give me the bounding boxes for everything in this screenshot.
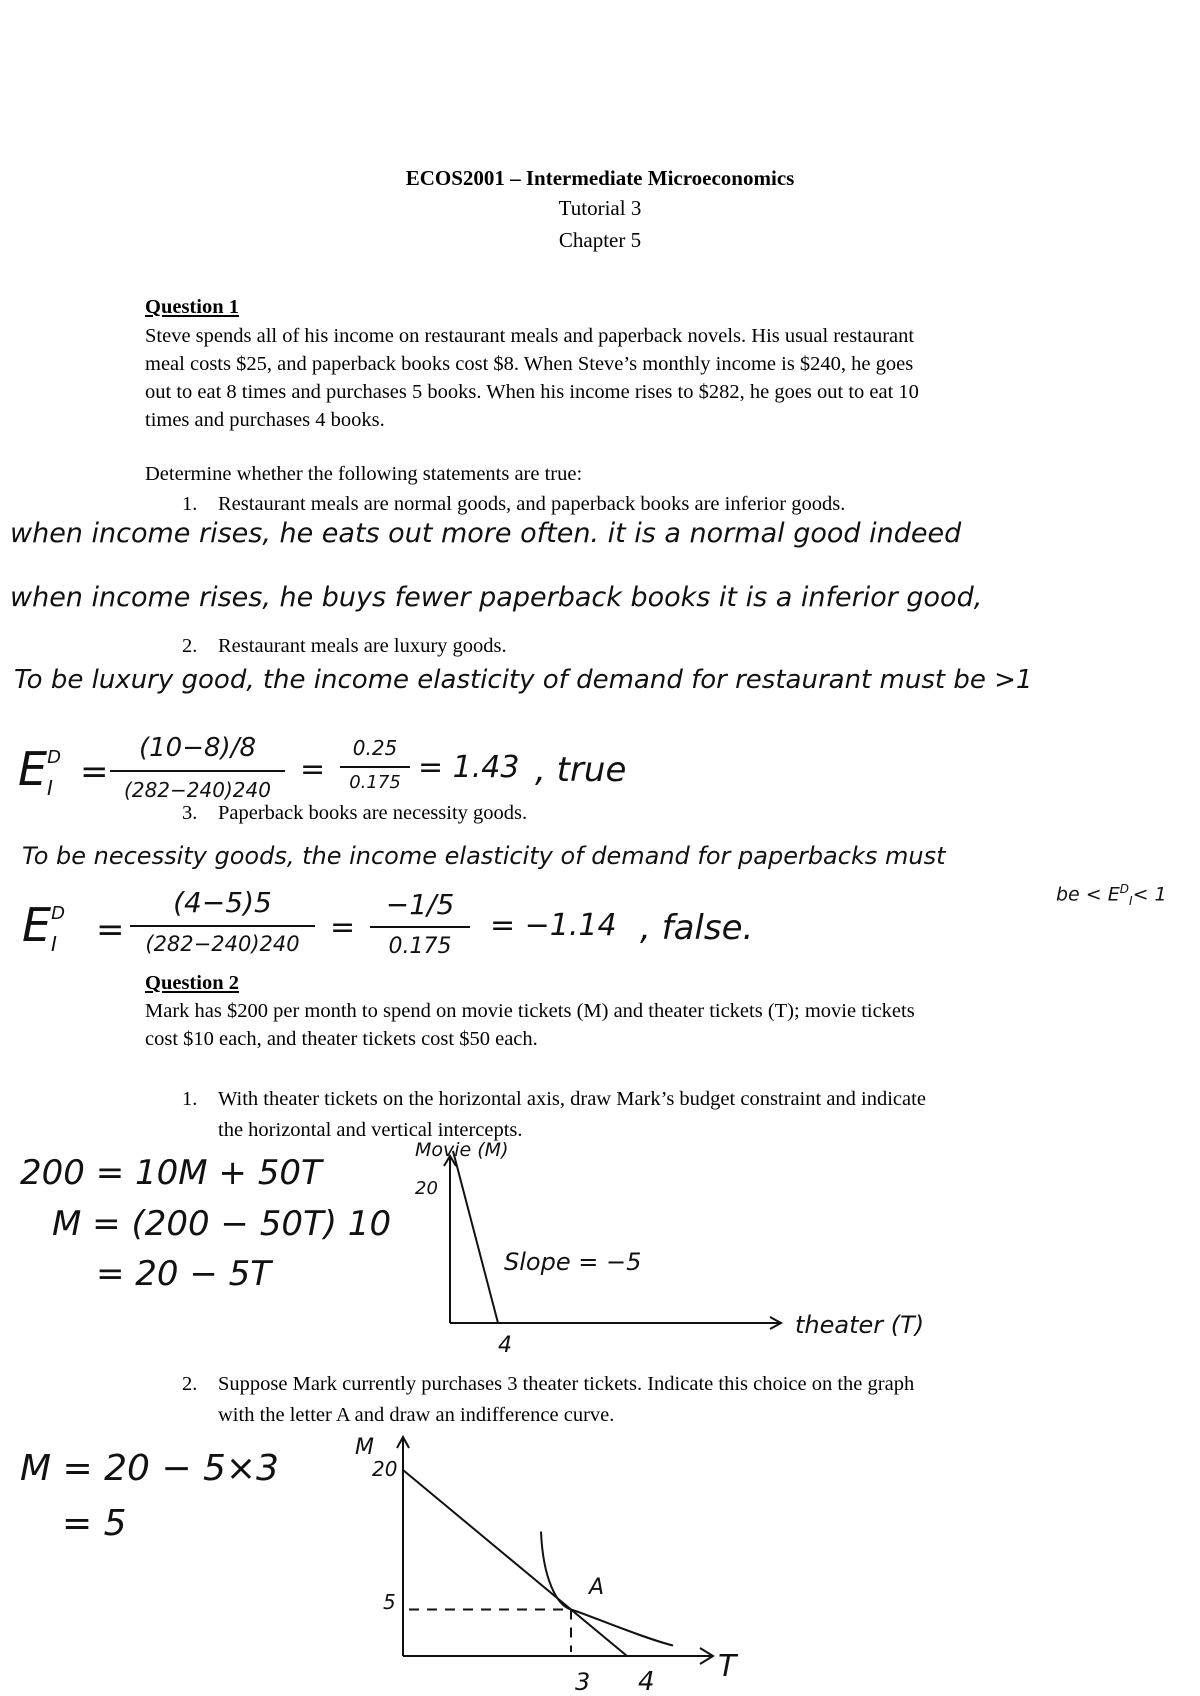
elasticity-symbol: $E^D_I$ [18, 742, 61, 801]
answer-1-line-1: when income rises, he eats out more often. it is a normal good indeed [10, 518, 962, 549]
question-2-heading: Question 2 [145, 972, 239, 994]
answer-verdict: , true [535, 750, 627, 790]
equals-sign: = [330, 910, 356, 945]
question-1-heading: Question 1 [145, 296, 239, 318]
item-number: 2. [182, 1373, 198, 1395]
fraction-denominator: 0.175 [349, 772, 401, 793]
indifference-curve [541, 1532, 673, 1646]
item-number: 1. [182, 493, 198, 515]
graph2-y-tick: 20 [372, 1457, 398, 1481]
choice-equation: = 5 [62, 1503, 127, 1544]
budget-equation: = 20 − 5T [96, 1254, 272, 1294]
answer-verdict: , false. [640, 908, 754, 948]
equals-sign: = [96, 910, 125, 950]
item-text: Suppose Mark currently purchases 3 theater tickets. Indicate this choice on the graph [218, 1373, 915, 1395]
elasticity-result: = 1.43 [418, 750, 520, 785]
graph1-slope-label: Slope = −5 [504, 1248, 642, 1276]
graph2-y-axis-label: M [355, 1435, 374, 1460]
q1-intro-line: times and purchases 4 books. [145, 409, 385, 431]
budget-equation: M = (200 − 50T) 10 [52, 1204, 392, 1244]
q1-determine: Determine whether the following statements are true: [145, 463, 583, 485]
item-text: Paperback books are necessity goods. [218, 802, 528, 824]
item-number: 2. [182, 635, 198, 657]
budget-line [403, 1470, 627, 1656]
answer-3-line: To be necessity goods, the income elasticity of demand for paperbacks must [22, 842, 946, 870]
fraction-numerator: (4−5)5 [173, 886, 272, 919]
graph1-x-axis-label: theater (T) [795, 1311, 925, 1339]
q1-intro-line: meal costs $25, and paperback books cost $8. When Steve’s monthly income is $240, he goes [145, 353, 914, 375]
answer-1-line-2: when income rises, he buys fewer paperback books it is a inferior good, [10, 582, 983, 613]
graph2-y-tick: 5 [383, 1590, 396, 1614]
graph1-y-axis-label: Movie (M) [415, 1139, 509, 1161]
elasticity-symbol: $E^D_I$ [22, 898, 65, 957]
item-number: 3. [182, 802, 198, 824]
item-number: 1. [182, 1088, 198, 1110]
graph2-x-tick: 3 [575, 1668, 591, 1696]
q2-item-1-cont: the horizontal and vertical intercepts. [218, 1119, 523, 1141]
elasticity-result: = −1.14 [490, 908, 617, 943]
q1-intro-line: out to eat 8 times and purchases 5 books. When his income rises to $282, he goes out to eat 10 [145, 381, 919, 403]
fraction-numerator: (10−8)/8 [139, 733, 256, 763]
fraction-denominator: 0.175 [388, 934, 452, 959]
necessity-condition: be < $E^D_I< 1$ [1056, 882, 1167, 909]
graph2-x-tick: 4 [638, 1667, 655, 1696]
q2-intro-line: cost $10 each, and theater tickets cost $50 each. [145, 1028, 538, 1050]
budget-equation: 200 = 10M + 50T [20, 1153, 322, 1193]
fraction-numerator: 0.25 [352, 736, 398, 760]
equals-sign: = [80, 752, 109, 792]
equals-sign: = [300, 752, 326, 787]
q1-intro-line: Steve spends all of his income on restaurant meals and paperback novels. His usual restaurant [145, 325, 915, 347]
answer-2-line: To be luxury good, the income elasticity of demand for restaurant must be >1 [14, 665, 1033, 695]
choice-equation: M = 20 − 5×3 [20, 1448, 279, 1489]
graph1-x-intercept-label: 4 [498, 1333, 512, 1358]
chapter-label: Chapter 5 [558, 228, 642, 252]
fraction-numerator: −1/5 [385, 888, 455, 921]
fraction-denominator: (282−240)240 [124, 778, 271, 802]
tutorial-label: Tutorial 3 [558, 196, 642, 220]
q2-item-2-cont: with the letter A and draw an indifference curve. [218, 1404, 615, 1426]
point-a-label: A [589, 1575, 605, 1600]
graph2-x-axis-label: T [718, 1649, 737, 1684]
item-text: Restaurant meals are luxury goods. [218, 635, 507, 657]
item-text: Restaurant meals are normal goods, and paperback books are inferior goods. [218, 493, 846, 515]
item-text: With theater tickets on the horizontal axis, draw Mark’s budget constraint and indicate [218, 1088, 926, 1110]
q2-intro-line: Mark has $200 per month to spend on movie tickets (M) and theater tickets (T); movie tickets [145, 1000, 915, 1022]
fraction-denominator: (282−240)240 [145, 932, 300, 956]
graph1-y-intercept-label: 20 [415, 1178, 438, 1199]
course-title: ECOS2001 – Intermediate Microeconomics [405, 166, 795, 190]
